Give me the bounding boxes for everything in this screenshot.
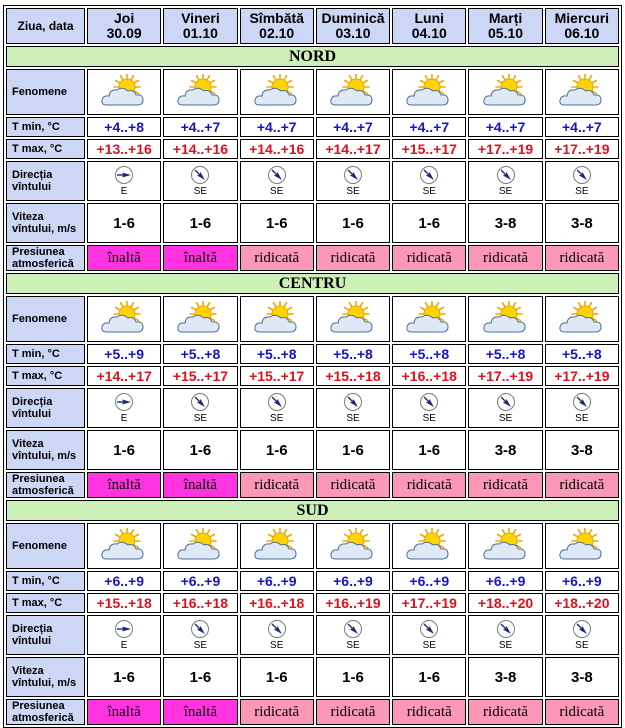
partly-cloudy-icon [328, 301, 378, 337]
tmax-cell: +17..+19 [545, 366, 619, 386]
tmin-cell: +6..+9 [545, 571, 619, 591]
wind-speed-cell: 1-6 [87, 203, 161, 243]
wind-direction-arrow-icon [496, 619, 516, 639]
fenomene-cell [392, 69, 466, 115]
wind-direction-cell [87, 388, 161, 428]
wind-direction-arrow-icon [114, 165, 134, 185]
wind-direction-arrow-icon [267, 619, 287, 639]
wind-direction-arrow-icon [114, 619, 134, 639]
wind-direction [88, 619, 160, 651]
fenomene-cell [316, 296, 390, 342]
partly-cloudy-icon [557, 74, 607, 110]
wind-speed-cell: 1-6 [163, 430, 237, 470]
wind-direction [546, 165, 618, 197]
wind-speed-cell: 3-8 [545, 203, 619, 243]
region-row [6, 273, 619, 294]
partly-cloudy-icon [404, 528, 454, 564]
partly-cloudy-icon [328, 528, 378, 564]
wind-direction-cell [87, 615, 161, 655]
tmax-cell: +15..+18 [87, 593, 161, 613]
wind-speed-label: Viteza vîntului, m/s [6, 203, 85, 243]
wind-speed-cell: 1-6 [240, 430, 314, 470]
wind-speed-cell: 1-6 [392, 203, 466, 243]
wind-direction-cell [545, 388, 619, 428]
tmin-cell: +6..+9 [316, 571, 390, 591]
pressure-cell: ridicată [392, 699, 466, 725]
partly-cloudy-icon [175, 74, 225, 110]
wind-direction-arrow-icon [343, 392, 363, 412]
wind-speed-label: Viteza vîntului, m/s [6, 657, 85, 697]
tmax-cell: +13..+16 [87, 139, 161, 159]
wind-direction-label: Direcția vîntului [6, 161, 85, 201]
forecast-table-body [6, 8, 619, 725]
day-date: 04.10 [411, 25, 447, 41]
wind-direction-text: SE [575, 413, 589, 424]
pressure-cell: ridicată [240, 699, 314, 725]
tmin-label: T min, °C [6, 344, 85, 364]
wind-direction-text: SE [193, 186, 208, 197]
wind-direction-cell [468, 615, 542, 655]
wind-speed-cell: 1-6 [87, 430, 161, 470]
tmin-cell: +4..+7 [545, 117, 619, 137]
tmin-cell: +6..+9 [87, 571, 161, 591]
tmax-cell: +15..+17 [163, 366, 237, 386]
pressure-cell: ridicată [468, 472, 542, 498]
fenomene-cell [468, 523, 542, 569]
tmax-cell: +14..+17 [87, 366, 161, 386]
tmin-cell: +4..+7 [163, 117, 237, 137]
tmax-cell: +15..+18 [316, 366, 390, 386]
wind-direction-cell [316, 615, 390, 655]
partly-cloudy-icon [481, 74, 531, 110]
tmin-cell: +5..+8 [316, 344, 390, 364]
wind-direction-cell [240, 615, 314, 655]
tmax-row [6, 366, 619, 386]
day-name: Duminică [321, 10, 385, 26]
wind-direction [317, 392, 389, 424]
partly-cloudy-icon [99, 301, 149, 337]
region-title: SUD [6, 500, 619, 521]
partly-cloudy-icon [252, 301, 302, 337]
wind-direction-cell [468, 161, 542, 201]
wind-direction [469, 392, 541, 424]
tmax-cell: +15..+17 [240, 366, 314, 386]
partly-cloudy-icon [99, 74, 149, 110]
pressure-row [6, 472, 619, 498]
pressure-cell: ridicată [316, 699, 390, 725]
region-title: CENTRU [6, 273, 619, 294]
pressure-cell: ridicată [240, 472, 314, 498]
wind-direction-cell [392, 615, 466, 655]
wind-direction-arrow-icon [419, 619, 439, 639]
fenomene-cell [392, 523, 466, 569]
day-date: 05.10 [488, 25, 524, 41]
partly-cloudy-icon [252, 74, 302, 110]
wind-direction-arrow-icon [190, 619, 210, 639]
region-row [6, 500, 619, 521]
wind-direction-arrow-icon [267, 165, 287, 185]
tmin-cell: +6..+9 [163, 571, 237, 591]
wind-direction-text: SE [498, 413, 513, 424]
wind-direction-cell [163, 388, 237, 428]
day-date: 06.10 [564, 25, 600, 41]
day-header-2 [240, 8, 314, 44]
tmin-cell: +5..+8 [468, 344, 542, 364]
wind-direction-row [6, 161, 619, 201]
fenomene-cell [545, 69, 619, 115]
day-date: 01.10 [182, 25, 218, 41]
tmin-cell: +6..+9 [240, 571, 314, 591]
tmax-cell: +17..+19 [468, 366, 542, 386]
fenomene-cell [240, 523, 314, 569]
day-name: Sîmbătă [249, 10, 304, 26]
fenomene-cell [468, 69, 542, 115]
wind-speed-cell: 1-6 [240, 657, 314, 697]
wind-direction [241, 392, 313, 424]
fenomene-label: Fenomene [6, 296, 85, 342]
tmin-cell: +4..+7 [392, 117, 466, 137]
tmax-row [6, 139, 619, 159]
wind-direction-text: SE [575, 640, 589, 651]
header-label: Ziua, data [6, 8, 85, 44]
wind-speed-cell: 1-6 [316, 657, 390, 697]
fenomene-cell [240, 69, 314, 115]
tmin-cell: +4..+7 [316, 117, 390, 137]
wind-speed-cell: 1-6 [392, 657, 466, 697]
day-header-4 [392, 8, 466, 44]
fenomene-cell [545, 296, 619, 342]
wind-speed-cell: 1-6 [316, 203, 390, 243]
pressure-cell: ridicată [545, 699, 619, 725]
wind-direction [393, 619, 465, 651]
wind-direction [164, 165, 236, 197]
wind-direction-arrow-icon [343, 619, 363, 639]
forecast-table [3, 5, 622, 728]
wind-direction-cell [163, 161, 237, 201]
wind-direction [393, 392, 465, 424]
fenomene-row [6, 523, 619, 569]
pressure-cell: înaltă [163, 472, 237, 498]
wind-direction-arrow-icon [190, 392, 210, 412]
tmin-cell: +4..+7 [468, 117, 542, 137]
fenomene-cell [545, 523, 619, 569]
wind-direction-arrow-icon [190, 165, 210, 185]
region-title: NORD [6, 46, 619, 67]
wind-direction [88, 165, 160, 197]
day-name: Joi [114, 10, 135, 26]
pressure-label: Presiunea atmosferică [6, 699, 85, 725]
wind-speed-row [6, 430, 619, 470]
wind-speed-cell: 3-8 [545, 657, 619, 697]
wind-direction [164, 392, 236, 424]
wind-direction-text: E [120, 640, 128, 651]
fenomene-cell [392, 296, 466, 342]
wind-direction-cell [316, 161, 390, 201]
wind-speed-cell: 1-6 [392, 430, 466, 470]
wind-direction-row [6, 388, 619, 428]
day-header-6 [545, 8, 619, 44]
tmin-cell: +4..+8 [87, 117, 161, 137]
wind-direction-cell [468, 388, 542, 428]
tmax-row [6, 593, 619, 613]
partly-cloudy-icon [404, 74, 454, 110]
fenomene-cell [87, 296, 161, 342]
pressure-cell: înaltă [163, 245, 237, 271]
day-header-1 [163, 8, 237, 44]
pressure-cell: înaltă [163, 699, 237, 725]
fenomene-cell [163, 296, 237, 342]
tmin-label: T min, °C [6, 117, 85, 137]
wind-direction [241, 165, 313, 197]
wind-direction-cell [316, 388, 390, 428]
tmin-row [6, 344, 619, 364]
wind-speed-cell: 1-6 [87, 657, 161, 697]
wind-direction-arrow-icon [419, 165, 439, 185]
pressure-label: Presiunea atmosferică [6, 472, 85, 498]
partly-cloudy-icon [252, 528, 302, 564]
fenomene-cell [316, 523, 390, 569]
wind-direction-arrow-icon [572, 392, 592, 412]
tmin-label: T min, °C [6, 571, 85, 591]
tmax-cell: +17..+19 [392, 593, 466, 613]
wind-direction-text: SE [193, 640, 208, 651]
wind-direction-arrow-icon [496, 392, 516, 412]
wind-speed-cell: 3-8 [468, 203, 542, 243]
wind-direction-text: SE [346, 186, 360, 197]
wind-direction-cell [240, 388, 314, 428]
tmin-cell: +5..+8 [240, 344, 314, 364]
wind-direction-arrow-icon [419, 392, 439, 412]
wind-direction-cell [392, 388, 466, 428]
pressure-cell: ridicată [392, 245, 466, 271]
pressure-cell: înaltă [87, 699, 161, 725]
wind-direction-arrow-icon [267, 392, 287, 412]
pressure-cell: ridicată [240, 245, 314, 271]
wind-direction-text: SE [422, 640, 436, 651]
tmin-row [6, 117, 619, 137]
tmax-label: T max, °C [6, 593, 85, 613]
tmax-label: T max, °C [6, 139, 85, 159]
wind-direction-cell [87, 161, 161, 201]
fenomene-cell [87, 523, 161, 569]
wind-speed-cell: 3-8 [545, 430, 619, 470]
day-name: Vineri [181, 10, 220, 26]
pressure-row [6, 245, 619, 271]
wind-speed-cell: 3-8 [468, 657, 542, 697]
wind-direction [469, 619, 541, 651]
tmax-cell: +18..+20 [545, 593, 619, 613]
pressure-cell: ridicată [468, 699, 542, 725]
wind-direction-text: SE [498, 186, 513, 197]
day-name: Miercuri [554, 10, 610, 26]
fenomene-cell [163, 69, 237, 115]
tmin-cell: +5..+9 [87, 344, 161, 364]
tmax-cell: +14..+17 [316, 139, 390, 159]
partly-cloudy-icon [175, 301, 225, 337]
header-row [6, 8, 619, 44]
day-header-3 [316, 8, 390, 44]
wind-direction-text: SE [346, 413, 360, 424]
wind-speed-row [6, 203, 619, 243]
tmin-row [6, 571, 619, 591]
fenomene-label: Fenomene [6, 69, 85, 115]
pressure-cell: ridicată [392, 472, 466, 498]
wind-direction [164, 619, 236, 651]
wind-direction [393, 165, 465, 197]
wind-direction [469, 165, 541, 197]
day-date: 03.10 [335, 25, 371, 41]
wind-direction-label: Direcția vîntului [6, 615, 85, 655]
wind-direction [88, 392, 160, 424]
wind-direction-text: E [120, 413, 128, 424]
tmax-cell: +18..+20 [468, 593, 542, 613]
wind-direction-cell [163, 615, 237, 655]
wind-speed-label: Viteza vîntului, m/s [6, 430, 85, 470]
partly-cloudy-icon [481, 301, 531, 337]
partly-cloudy-icon [328, 74, 378, 110]
tmax-cell: +17..+19 [545, 139, 619, 159]
wind-direction [241, 619, 313, 651]
wind-direction-arrow-icon [496, 165, 516, 185]
day-header-5 [468, 8, 542, 44]
wind-direction-text: SE [270, 413, 284, 424]
pressure-cell: ridicată [545, 245, 619, 271]
day-name: Luni [414, 10, 445, 26]
wind-direction-text: E [120, 186, 128, 197]
wind-direction-text: SE [422, 186, 436, 197]
fenomene-cell [87, 69, 161, 115]
tmin-cell: +5..+8 [163, 344, 237, 364]
fenomene-label: Fenomene [6, 523, 85, 569]
wind-direction-text: SE [193, 413, 208, 424]
partly-cloudy-icon [557, 528, 607, 564]
wind-direction-row [6, 615, 619, 655]
wind-speed-cell: 1-6 [240, 203, 314, 243]
wind-speed-row [6, 657, 619, 697]
wind-direction [317, 619, 389, 651]
tmax-cell: +16..+18 [163, 593, 237, 613]
tmin-cell: +5..+8 [545, 344, 619, 364]
pressure-cell: ridicată [468, 245, 542, 271]
day-date: 30.09 [106, 25, 142, 41]
fenomene-cell [163, 523, 237, 569]
tmax-cell: +17..+19 [468, 139, 542, 159]
region-row [6, 46, 619, 67]
partly-cloudy-icon [175, 528, 225, 564]
wind-direction-arrow-icon [572, 165, 592, 185]
tmin-cell: +6..+9 [392, 571, 466, 591]
partly-cloudy-icon [557, 301, 607, 337]
fenomene-row [6, 69, 619, 115]
pressure-cell: înaltă [87, 472, 161, 498]
fenomene-row [6, 296, 619, 342]
fenomene-cell [316, 69, 390, 115]
wind-speed-cell: 1-6 [316, 430, 390, 470]
wind-direction-arrow-icon [114, 392, 134, 412]
wind-speed-cell: 3-8 [468, 430, 542, 470]
wind-direction [546, 392, 618, 424]
pressure-label: Presiunea atmosferică [6, 245, 85, 271]
day-name: Marți [488, 10, 523, 26]
fenomene-cell [240, 296, 314, 342]
pressure-cell: ridicată [316, 245, 390, 271]
wind-direction [546, 619, 618, 651]
partly-cloudy-icon [99, 528, 149, 564]
wind-direction-cell [545, 615, 619, 655]
partly-cloudy-icon [404, 301, 454, 337]
wind-direction-text: SE [270, 640, 284, 651]
pressure-row [6, 699, 619, 725]
tmax-cell: +14..+16 [163, 139, 237, 159]
wind-direction-label: Direcția vîntului [6, 388, 85, 428]
tmax-cell: +14..+16 [240, 139, 314, 159]
tmax-cell: +16..+18 [392, 366, 466, 386]
wind-direction-cell [545, 161, 619, 201]
day-header-0 [87, 8, 161, 44]
tmax-cell: +16..+19 [316, 593, 390, 613]
wind-speed-cell: 1-6 [163, 657, 237, 697]
wind-direction-arrow-icon [343, 165, 363, 185]
wind-direction-text: SE [346, 640, 360, 651]
pressure-cell: înaltă [87, 245, 161, 271]
fenomene-cell [468, 296, 542, 342]
wind-direction-cell [240, 161, 314, 201]
wind-direction-cell [392, 161, 466, 201]
wind-direction-text: SE [422, 413, 436, 424]
wind-speed-cell: 1-6 [163, 203, 237, 243]
tmin-cell: +5..+8 [392, 344, 466, 364]
day-date: 02.10 [259, 25, 295, 41]
pressure-cell: ridicată [545, 472, 619, 498]
wind-direction [317, 165, 389, 197]
wind-direction-arrow-icon [572, 619, 592, 639]
pressure-cell: ridicată [316, 472, 390, 498]
tmax-cell: +15..+17 [392, 139, 466, 159]
tmax-cell: +16..+18 [240, 593, 314, 613]
tmin-cell: +4..+7 [240, 117, 314, 137]
tmax-label: T max, °C [6, 366, 85, 386]
wind-direction-text: SE [270, 186, 284, 197]
partly-cloudy-icon [481, 528, 531, 564]
tmin-cell: +6..+9 [468, 571, 542, 591]
forecast-table-wrapper [3, 5, 622, 728]
wind-direction-text: SE [575, 186, 589, 197]
wind-direction-text: SE [498, 640, 513, 651]
